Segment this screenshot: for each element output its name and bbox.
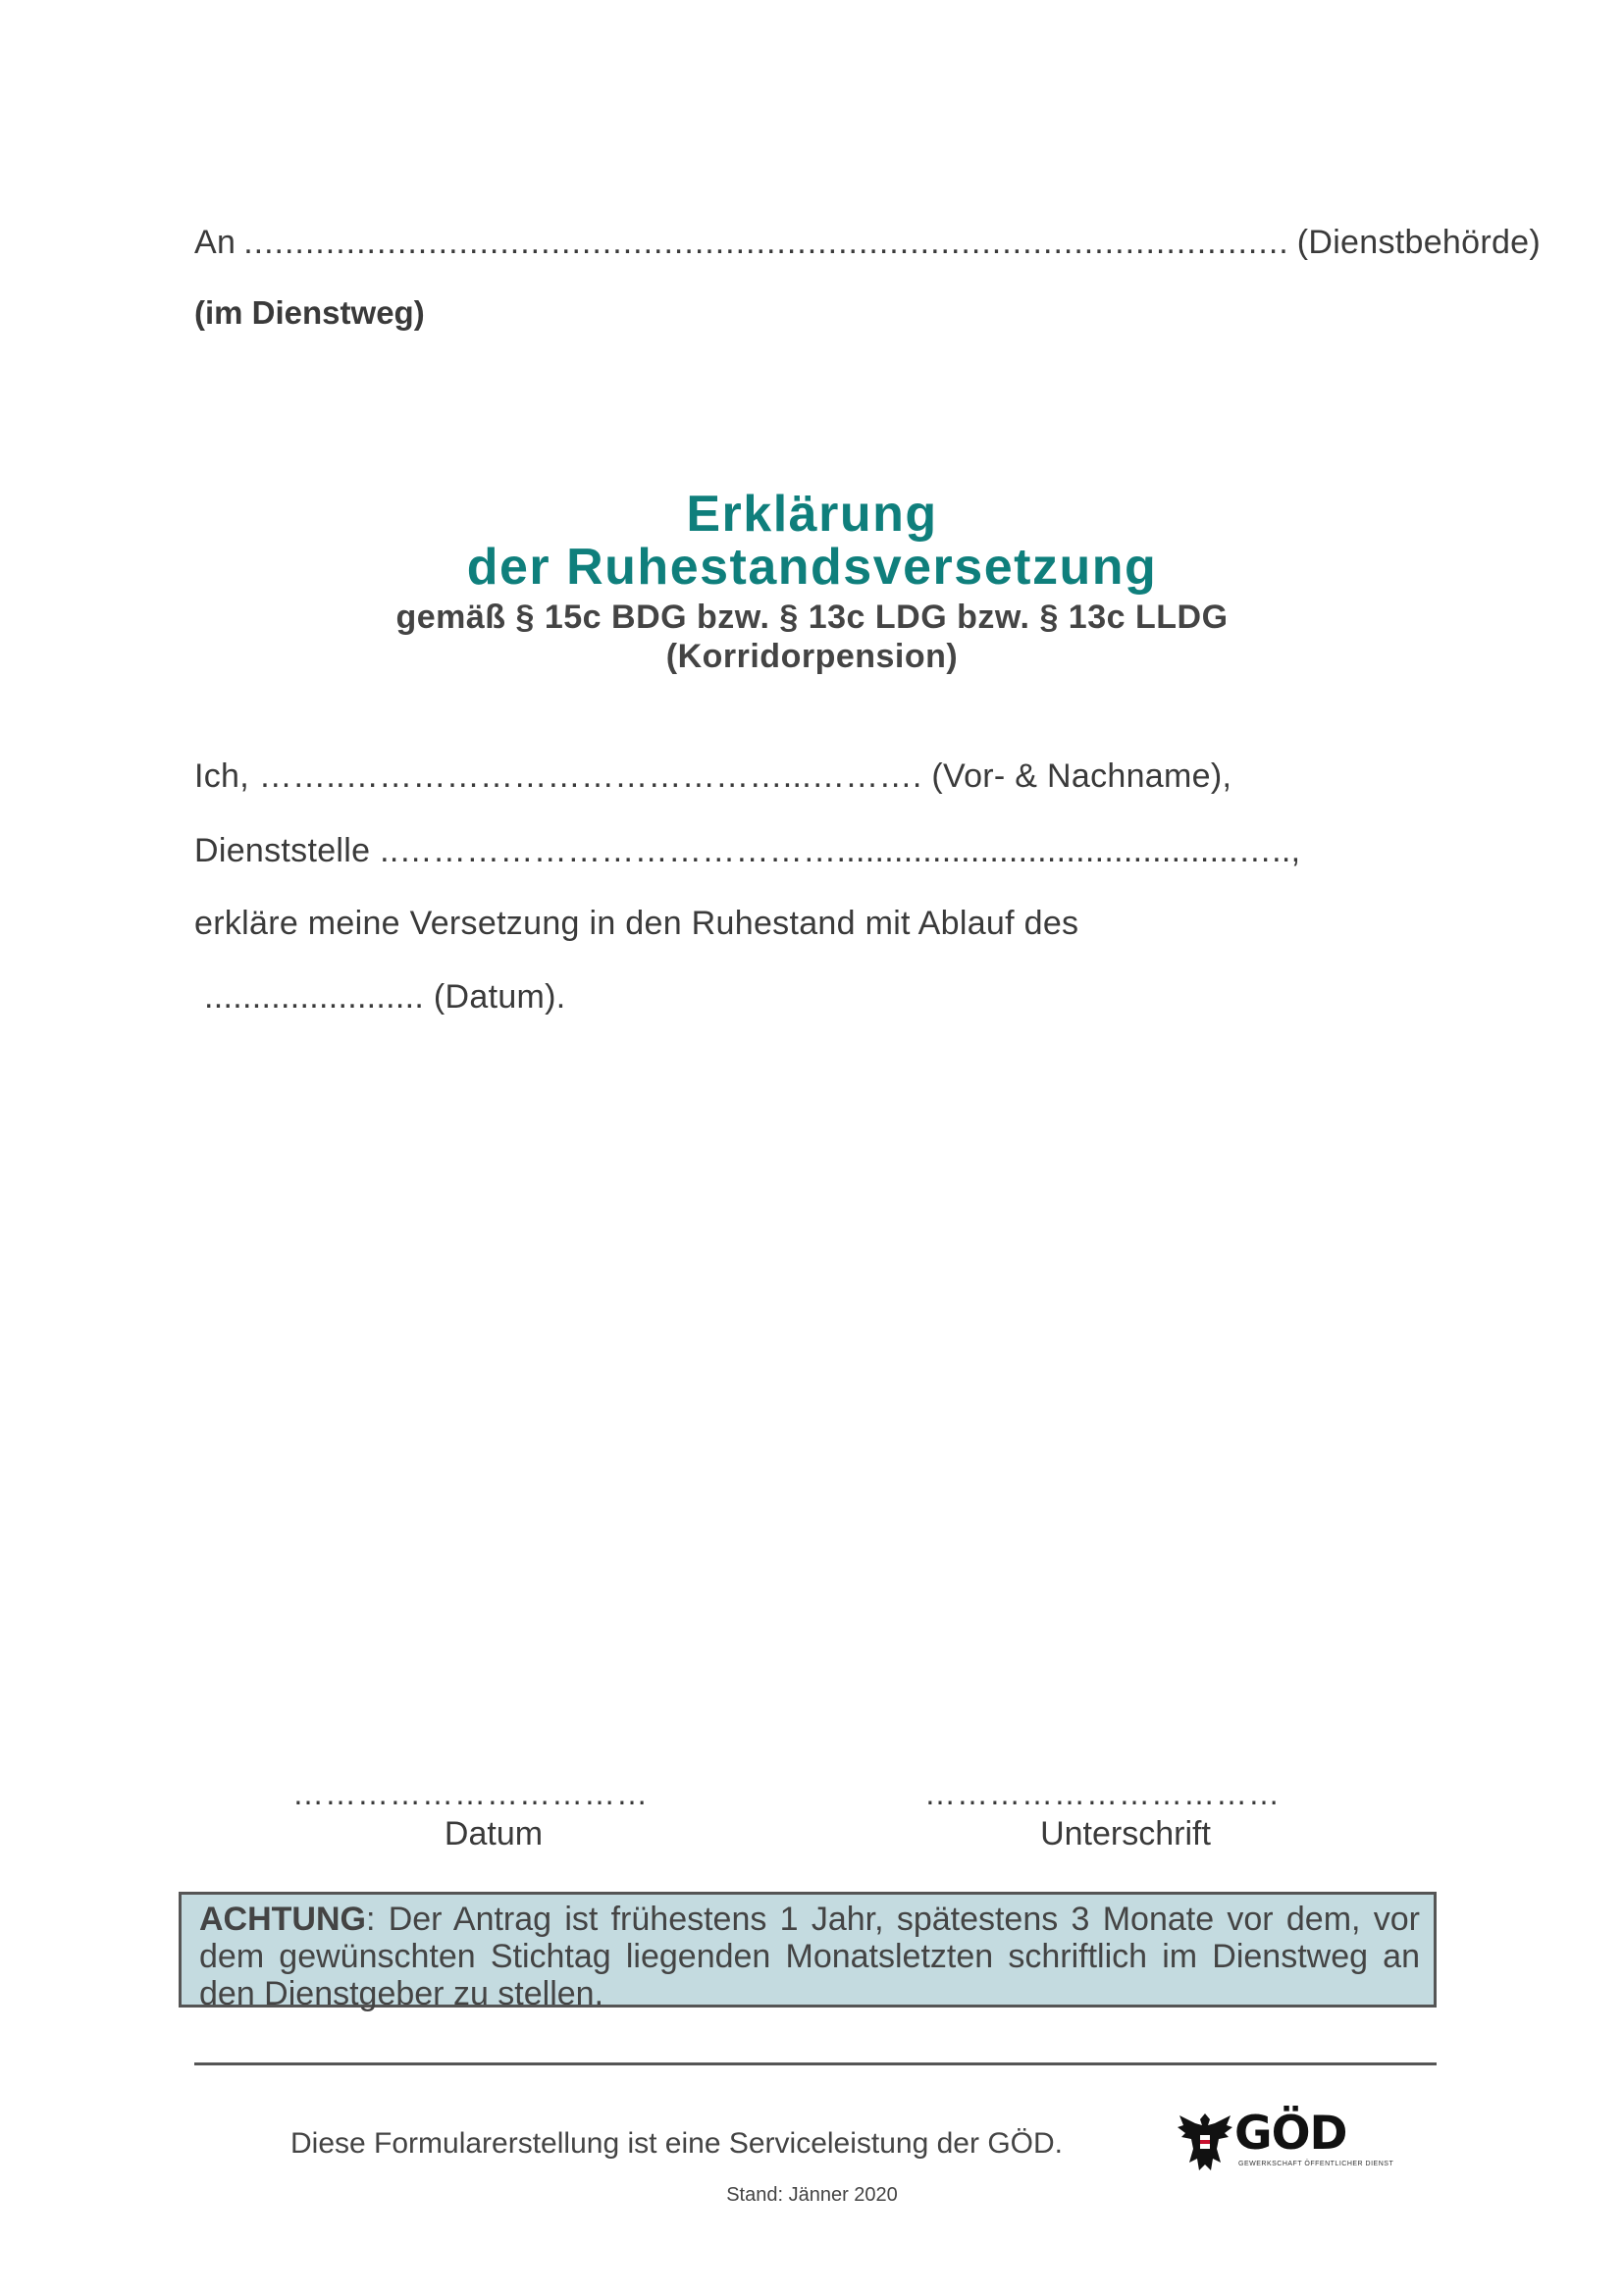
notice-label: ACHTUNG xyxy=(199,1901,366,1938)
name-field-line[interactable]: Ich, ……..…………………………………...………. (Vor- & Nachname), xyxy=(194,757,1232,795)
declaration-text: erkläre meine Versetzung in den Ruhestand mit Ablauf des xyxy=(194,905,1079,942)
logo-wordmark: GÖD xyxy=(1234,2107,1347,2161)
dienstweg-note: (im Dienstweg) xyxy=(194,294,425,331)
document-title-line2: der Ruhestandsversetzung xyxy=(466,539,1158,596)
recipient-suffix: (Dienstbehörde) xyxy=(1296,224,1542,261)
god-logo xyxy=(1178,2107,1394,2174)
footer-divider xyxy=(194,2062,1437,2065)
recipient-field[interactable]: ...................................................................................................... xyxy=(243,224,1289,261)
signature-field[interactable]: …………………………… xyxy=(924,1776,1281,1811)
footer-service-text: Diese Formularerstellung ist eine Serviceleistung der GÖD. xyxy=(290,2127,1063,2160)
pension-type: (Korridorpension) xyxy=(665,638,959,675)
document-title: Erklärung xyxy=(686,486,938,543)
logo-tagline: GEWERKSCHAFT ÖFFENTLICHER DIENST xyxy=(1238,2161,1394,2167)
signature-date-field[interactable]: …………………………… xyxy=(292,1776,649,1811)
office-field-line[interactable]: Dienststelle ..…………………………………..........................................….., xyxy=(194,832,1301,869)
version-stamp: Stand: Jänner 2020 xyxy=(726,2184,898,2206)
signature-label: Unterschrift xyxy=(1040,1815,1211,1852)
recipient-line xyxy=(194,224,1542,262)
notice-box xyxy=(179,1892,1437,2012)
eagle-icon xyxy=(1178,2110,1232,2174)
signature-date-label: Datum xyxy=(444,1815,544,1852)
recipient-prefix: An xyxy=(194,224,236,261)
retirement-date-field[interactable]: ....................... (Datum). xyxy=(204,978,566,1016)
legal-basis: gemäß § 15c BDG bzw. § 13c LDG bzw. § 13c LLDG xyxy=(395,599,1229,636)
notice-text: : Der Antrag ist frühestens 1 Jahr, spätestens 3 Monate vor dem, vor dem gewünschten Stichtag liegenden Monatsletzten schriftlich im Dienstweg an den Dienstgeber zu stellen. xyxy=(199,1901,1420,2012)
